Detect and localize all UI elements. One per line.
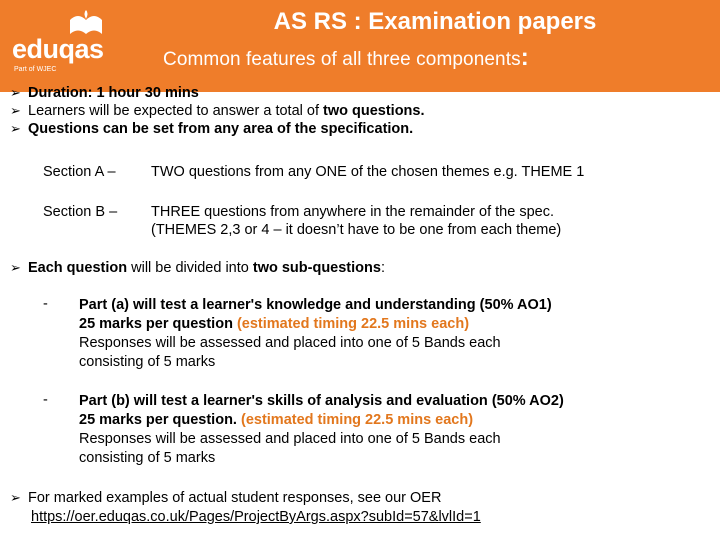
logo-tagline: Part of WJEC — [14, 66, 57, 73]
section-b-label: Section B – — [43, 204, 118, 220]
part-a-line-2: 25 marks per question (estimated timing 22.5 mins each) — [79, 316, 470, 332]
page-subtitle: Common features of all three components: — [163, 44, 529, 71]
logo-wordmark: eduqas — [12, 34, 104, 64]
part-a-line-4: consisting of 5 marks — [79, 354, 216, 370]
bullet-any-area: ➢ Questions can be set from any area of the specification. — [10, 121, 414, 137]
oer-link-line — [31, 508, 481, 526]
arrow-bullet-icon: ➢ — [10, 104, 21, 119]
part-b-line-4: consisting of 5 marks — [79, 450, 216, 466]
section-b-text-1: THREE questions from anywhere in the remainder of the spec. — [151, 204, 554, 220]
part-a-dash: - — [43, 296, 48, 312]
part-b-line-2: 25 marks per question. (estimated timing 22.5 mins each) — [79, 412, 474, 428]
arrow-bullet-icon: ➢ — [10, 491, 21, 506]
bullet-duration: ➢ Duration: 1 hour 30 mins — [10, 85, 199, 101]
header-banner — [0, 0, 720, 92]
section-a-text: TWO questions from any ONE of the chosen themes e.g. THEME 1 — [151, 164, 585, 180]
arrow-bullet-icon: ➢ — [10, 122, 21, 137]
section-b-text-2: (THEMES 2,3 or 4 – it doesn’t have to be one from each theme) — [151, 222, 562, 238]
arrow-bullet-icon: ➢ — [10, 86, 21, 101]
part-a-line-1: Part (a) will test a learner's knowledge and understanding (50% AO1) — [79, 297, 552, 313]
arrow-bullet-icon: ➢ — [10, 261, 21, 276]
bullet-each-question: ➢ Each question will be divided into two sub-questions: — [10, 260, 385, 276]
part-a-line-3: Responses will be assessed and placed into one of 5 Bands each — [79, 335, 501, 351]
oer-link[interactable]: https://oer.eduqas.co.uk/Pages/ProjectByArgs.aspx?subId=57&lvlId=1 — [31, 509, 481, 525]
part-b-line-1: Part (b) will test a learner's skills of analysis and evaluation (50% AO2) — [79, 393, 564, 409]
part-b-line-3: Responses will be assessed and placed into one of 5 Bands each — [79, 431, 501, 447]
eduqas-logo — [12, 8, 122, 86]
section-a-label: Section A – — [43, 164, 116, 180]
bullet-oer-examples: ➢ For marked examples of actual student responses, see our OER — [10, 490, 442, 506]
part-b-dash: - — [43, 392, 48, 408]
page-title: AS RS : Examination papers — [273, 8, 597, 35]
bullet-two-questions: ➢ Learners will be expected to answer a total of two questions. — [10, 103, 425, 119]
open-book-icon — [66, 10, 106, 36]
